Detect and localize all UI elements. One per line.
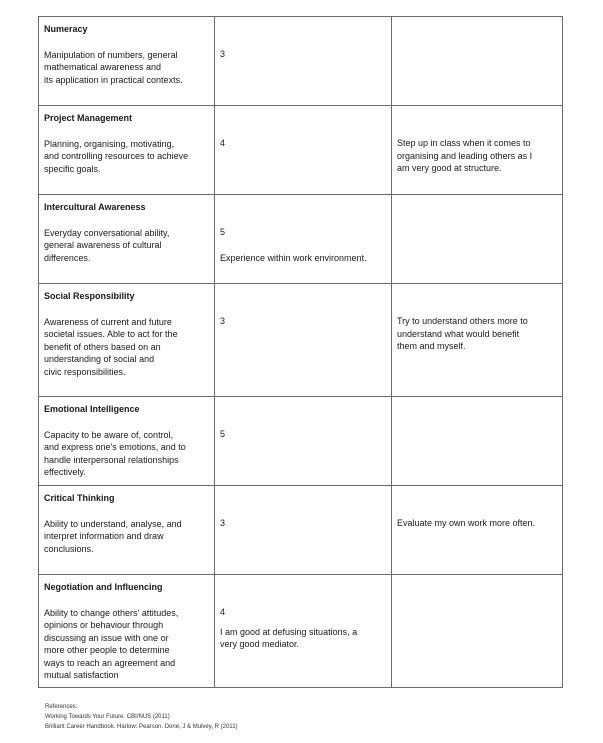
rating-cell (215, 284, 392, 397)
skill-name: Emotional Intelligence (44, 404, 140, 414)
skill-cell (39, 106, 215, 195)
action-cell (392, 17, 563, 106)
action-cell (392, 195, 563, 284)
skill-rating: 3 (220, 316, 226, 326)
action-cell (392, 575, 563, 688)
rating-cell (215, 106, 392, 195)
skill-rating: 3 (220, 49, 226, 59)
skill-description: Ability to change others' attitudes, opinions or behaviour through discussing an issue with one or more other people to determine ways to reach an agreement and mutual satisfaction (44, 607, 179, 680)
skill-cell (39, 575, 215, 688)
action-cell (392, 397, 563, 486)
skill-description: Ability to understand, analyse, and interpret information and draw conclusions. (44, 518, 182, 554)
rating-comment: Experience within work environment. (220, 252, 367, 263)
skill-rating: 5 (220, 429, 226, 439)
action-text: Evaluate my own work more often. (397, 518, 536, 528)
rating-cell (215, 486, 392, 575)
action-text: Try to understand others more to understand what would benefit them and myself. (397, 316, 528, 351)
skill-rating: 3 (220, 518, 226, 528)
skill-name: Intercultural Awareness (44, 202, 146, 212)
table-row (39, 17, 563, 106)
rating-cell (215, 17, 392, 106)
rating-cell (215, 397, 392, 486)
skill-cell (39, 284, 215, 397)
skill-description: Manipulation of numbers, general mathematical awareness and its application in practical contexts. (44, 49, 183, 85)
references-heading: References: (45, 704, 78, 710)
skill-name: Numeracy (44, 24, 88, 34)
action-cell (392, 106, 563, 195)
skill-name: Project Management (44, 113, 133, 123)
skill-rating: 5 (220, 227, 226, 237)
skill-rating: 4 (220, 607, 226, 617)
skill-cell (39, 17, 215, 106)
skill-name: Negotiation and Influencing (44, 582, 163, 592)
action-cell (392, 284, 563, 397)
skills-table (38, 16, 563, 688)
skill-description: Planning, organising, motivating, and controlling resources to achieve specific goals. (44, 138, 189, 174)
skill-cell (39, 195, 215, 284)
rating-cell (215, 575, 392, 688)
skill-name: Critical Thinking (44, 493, 115, 503)
skill-cell (39, 397, 215, 486)
skill-rating: 4 (220, 138, 226, 148)
skill-description: Everyday conversational ability, general awareness of cultural differences. (44, 227, 170, 263)
table-row (39, 195, 563, 284)
table-row (39, 397, 563, 486)
action-text: Step up in class when it comes to organising and leading others as I am very good at structure. (397, 138, 533, 173)
table-row (39, 486, 563, 575)
skill-cell (39, 486, 215, 575)
table-row (39, 284, 563, 397)
reference-line: Working Towards Your Future. CBI/NUS (2011) (45, 714, 170, 720)
skill-name: Social Responsibility (44, 291, 135, 301)
action-cell (392, 486, 563, 575)
skill-description: Capacity to be aware of, control, and express one's emotions, and to handle interpersonal relationships effectively. (44, 429, 186, 477)
table-row (39, 106, 563, 195)
skill-description: Awareness of current and future societal issues. Able to act for the benefit of others based on an understanding of social and civic responsibilities. (44, 316, 178, 377)
table-row (39, 575, 563, 688)
references (45, 702, 238, 732)
reference-line: Brilliant Career Handbook. Harlow: Pearson. Done, J & Mulvey, R (2011) (45, 724, 238, 730)
rating-comment: I am good at defusing situations, a very good mediator. (220, 626, 358, 649)
rating-cell (215, 195, 392, 284)
